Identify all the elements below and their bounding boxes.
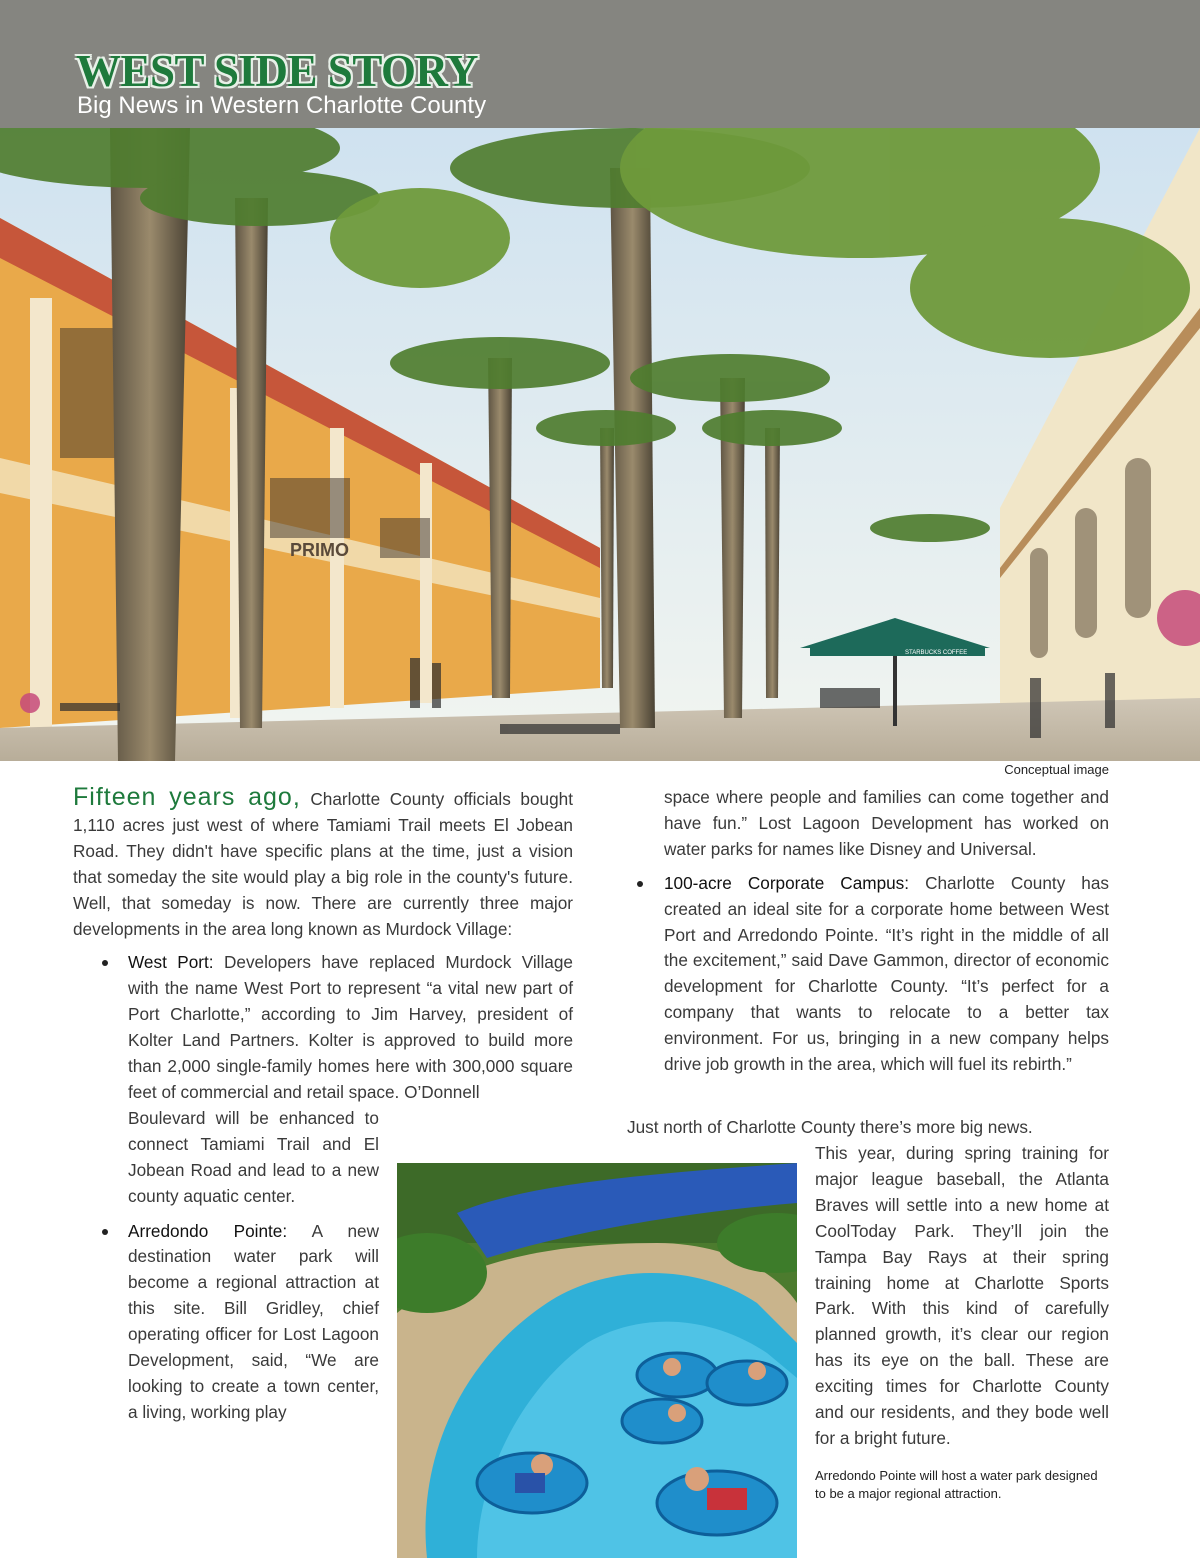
- intro-text: Charlotte County officials bought 1,110 acres just west of where Tamiami Trail meets El Jobean Road. They didn't have specific plans at the time, just a vision that someday the site would play a big role in the county's future. Well, that someday is now. There are currently three major developments in the area long known as Murdock Village:: [73, 789, 573, 939]
- bullet-heading: Arredondo Pointe:: [128, 1220, 288, 1241]
- primo-sign: PRIMO: [290, 540, 350, 560]
- water-park-caption: Arredondo Pointe will host a water park designed to be a major regional attraction.: [815, 1468, 1098, 1501]
- intro-paragraph: [73, 785, 573, 942]
- header-band: [0, 0, 1200, 128]
- bullet-heading: 100-acre Corporate Campus:: [664, 872, 910, 893]
- starbucks-sign: STARBUCKS COFFEE: [905, 650, 968, 656]
- lead-words: Fifteen years ago,: [73, 783, 301, 811]
- hero-caption: Conceptual image: [1004, 762, 1109, 777]
- bullet-text-continued: Boulevard will be enhanced to connect Tamiami Trail and El Jobean Road and lead to a new county aquatic center.: [128, 1107, 379, 1206]
- water-park-photo: [397, 1163, 797, 1558]
- bullet-text: Developers have replaced Murdock Village with the name West Port to represent “a vital new part of Port Charlotte,” according to Jim Harvey, president of Kolter Land Partners. Kolter is approved to build more than 2,000 single-family homes here with 300,000 square feet of commercial and retail space. O’Donnell: [128, 952, 573, 1102]
- bullet-text: Charlotte County has created an ideal site for a corporate home between West Port and Arredondo Pointe. “It’s right in the middle of all the excitement,” said Dave Gammon, director of economic development for Charlotte County. “It’s perfect for a company that wants to relocate to a better tax environment. For us, bringing in a new company helps drive job growth in the area, which will fuel its rebirth.”: [664, 872, 1110, 1075]
- bullet-text-continued: space where people and families can come together and have fun.” Lost Lagoon Development has worked on water parks for names like Disney and Universal.: [664, 787, 1109, 859]
- hero-photo: [0, 128, 1200, 761]
- page-title: WEST SIDE STORY: [76, 46, 478, 96]
- closing-paragraph: This year, during spring training for major league baseball, the Atlanta Braves will settle into a new home at CoolToday Park. They’ll join the Tampa Bay Rays at their spring training home at Charlotte Sports Park. With this kind of carefully planned growth, it’s clear our region has its eye on the ball. These are exciting times for Charlotte County and our residents, and they bode well for a bright future.: [815, 1143, 1109, 1448]
- bullet-text: A new destination water park will become a regional attraction at this site. Bill Gridley, chief operating officer for Lost Lagoon Development, said, “We are looking to create a town center, a living, working play: [128, 1220, 379, 1422]
- article-right-column: [627, 785, 1109, 1087]
- list-item-corporate-campus: [627, 871, 1109, 1078]
- bullet-heading: West Port:: [128, 952, 214, 973]
- development-list-continued: [627, 871, 1109, 1078]
- closing-first-line: Just north of Charlotte County there’s more big news.: [627, 1117, 1033, 1137]
- page-subtitle: Big News in Western Charlotte County: [77, 92, 487, 119]
